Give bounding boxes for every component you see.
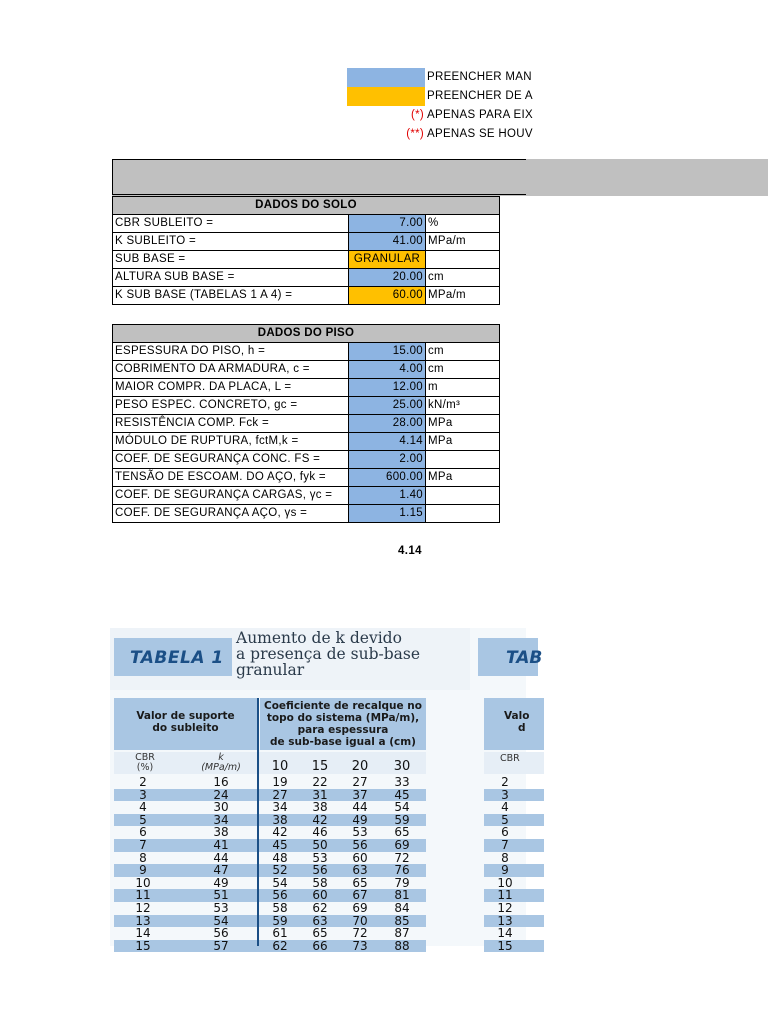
coef-seg-conc-unit	[426, 451, 500, 469]
scan-cell: 60	[312, 888, 328, 903]
scan-cell: 59	[394, 812, 410, 827]
scan-cell: 44	[352, 800, 368, 815]
altura-sub-base-unit: cm	[426, 269, 500, 287]
cbr-subleito-cell[interactable]: 7.00	[349, 215, 426, 233]
fyk-cell[interactable]: 600.00	[349, 469, 426, 487]
comprimento-placa-label: MAIOR COMPR. DA PLACA, L =	[113, 379, 349, 397]
scan-cell: 41	[213, 838, 229, 852]
table-row	[484, 839, 544, 852]
scan2-tab-text: TAB	[506, 648, 543, 668]
scan-cell: 58	[272, 901, 288, 915]
scan-cell: 56	[213, 926, 229, 941]
table-row	[114, 940, 426, 953]
espessura-piso-unit: cm	[426, 343, 500, 361]
altura-sub-base-label: ALTURA SUB BASE =	[113, 269, 349, 287]
legend-note-mark-2: (**)	[406, 128, 424, 140]
scan2-cell: 2	[501, 775, 509, 789]
scan-head-line: de sub-base igual a (cm)	[270, 736, 416, 748]
table-row	[113, 397, 500, 415]
scan-cell: 5	[139, 812, 147, 827]
scan-cell: 60	[352, 850, 368, 865]
scan-cell: 24	[213, 787, 229, 802]
scan-cell: 42	[272, 825, 288, 840]
scan-cell: 76	[394, 863, 410, 878]
scan-thickness-20: 20	[351, 759, 369, 774]
scan-cell: 50	[312, 838, 328, 852]
scan-cell: 54	[272, 875, 288, 890]
k-sub-base-label: K SUB BASE (TABELAS 1 A 4) =	[113, 287, 349, 305]
scan2-cell: 11	[497, 888, 513, 903]
table-row	[113, 233, 500, 251]
fyk-label: TENSÃO DE ESCOAM. DO AÇO, fyk =	[113, 469, 349, 487]
scan-cell: 48	[272, 850, 288, 865]
peso-especifico-label: PESO ESPEC. CONCRETO, gc =	[113, 397, 349, 415]
scan-cell: 38	[312, 800, 328, 815]
table-row	[113, 251, 500, 269]
legend-note-text-2: APENAS SE HOUV	[427, 128, 533, 140]
scan-cell: 79	[394, 875, 410, 890]
table-row	[113, 505, 500, 523]
scan-cell: 12	[135, 901, 151, 915]
scan-cell: 65	[394, 825, 410, 840]
scan-head-line: para espessura	[297, 724, 389, 736]
scan-cell: 47	[213, 863, 229, 878]
scan-description-line: a presença de sub-base	[236, 645, 421, 663]
scan2-cell: 3	[501, 787, 509, 802]
floor-data-header: DADOS DO PISO	[113, 325, 500, 343]
scan-head-line: Coeficiente de recalque no	[264, 700, 422, 712]
floor-data-table	[112, 324, 500, 523]
table-row	[484, 789, 544, 802]
comprimento-placa-cell[interactable]: 12.00	[349, 379, 426, 397]
table-row	[484, 877, 544, 890]
scan-cell: 38	[272, 812, 288, 827]
scan-cell: 56	[352, 838, 368, 852]
scan-cell: 22	[312, 775, 328, 789]
scan-cell: 13	[135, 913, 151, 928]
scan-head-left-text	[114, 710, 257, 734]
scan-cell: 59	[272, 913, 288, 928]
scan-cell: 72	[394, 850, 410, 865]
table-row	[113, 287, 500, 305]
cobrimento-label: COBRIMENTO DA ARMADURA, c =	[113, 361, 349, 379]
scan-cell: 57	[213, 938, 229, 953]
scan-cell: 49	[213, 875, 229, 890]
scan-cell: 44	[213, 850, 229, 865]
scan-sub-cbr	[120, 753, 170, 773]
table-row	[484, 889, 544, 902]
scan-cell: 61	[272, 926, 288, 941]
scan-cell: 45	[272, 838, 288, 852]
table-row	[113, 215, 500, 233]
scan-cell: 34	[213, 812, 229, 827]
table-row	[113, 415, 500, 433]
table-row	[484, 902, 544, 915]
sub-base-unit	[426, 251, 500, 269]
scan-cell: 27	[352, 775, 368, 789]
scan2-cell: 14	[497, 926, 513, 941]
scan-cell: 46	[312, 825, 328, 840]
sheet-title-bar-border	[112, 159, 526, 195]
scan-cell: 73	[352, 938, 368, 953]
scan-cell: 69	[352, 901, 368, 915]
scan-cell: 88	[394, 938, 410, 953]
table-row	[114, 814, 426, 827]
table-row	[113, 469, 500, 487]
scan2-sub-text: CBR	[500, 753, 520, 764]
table-row	[114, 776, 426, 789]
scan-cell: 31	[312, 787, 328, 802]
altura-sub-base-cell[interactable]: 20.00	[349, 269, 426, 287]
legend-note-text-1: APENAS PARA EIX	[427, 109, 533, 121]
scan-cell: 45	[394, 787, 410, 802]
scan2-cell: 10	[497, 875, 513, 890]
scan2-head-line: Valo	[504, 710, 530, 722]
scan-cell: 69	[394, 838, 410, 852]
scan2-cell: 9	[501, 863, 509, 878]
scan-cell: 16	[213, 775, 229, 789]
fck-label: RESISTÊNCIA COMP. Fck =	[113, 415, 349, 433]
table-row	[113, 451, 500, 469]
scan2-cell: 8	[501, 850, 509, 865]
scan-cell: 37	[352, 787, 368, 802]
table-row	[484, 915, 544, 928]
scan-thickness-30: 30	[393, 759, 411, 774]
legend-swatch-dropdown	[347, 87, 425, 106]
scan2-cell: 5	[501, 812, 509, 827]
scan-cell: 84	[394, 901, 410, 915]
scan-cell: 11	[135, 888, 151, 903]
scan2-cell: 6	[501, 825, 509, 840]
scan-cell: 8	[139, 850, 147, 865]
peso-especifico-unit: kN/m³	[426, 397, 500, 415]
espessura-piso-label: ESPESSURA DO PISO, h =	[113, 343, 349, 361]
scan-cell: 85	[394, 913, 410, 928]
scan-cell: 63	[352, 863, 368, 878]
scan-cell: 27	[272, 787, 288, 802]
scan-cell: 87	[394, 926, 410, 941]
scan-cell: 63	[312, 913, 328, 928]
scan-thickness-10: 10	[271, 759, 289, 774]
scan-sub-line: (%)	[136, 762, 154, 773]
scan2-cell: 4	[501, 800, 509, 815]
scan2-head-text	[504, 710, 529, 734]
scan-cell: 58	[312, 875, 328, 890]
table-row	[484, 940, 544, 953]
table-row	[113, 379, 500, 397]
scan-cell: 62	[312, 901, 328, 915]
scan-description	[236, 630, 420, 678]
scan-cell: 53	[352, 825, 368, 840]
table-row	[113, 433, 500, 451]
modulo-ruptura-label: MÓDULO DE RUPTURA, fctM,k =	[113, 433, 349, 451]
computed-result-cell[interactable]: 4.14	[398, 545, 422, 557]
scan-tab-text: TABELA 1	[130, 648, 224, 668]
scan2-cell: 15	[497, 938, 513, 953]
scan-sub-line: k	[218, 752, 224, 763]
scan-cell: 70	[352, 913, 368, 928]
scan-sub-line: CBR	[135, 752, 155, 763]
coef-seg-conc-cell[interactable]: 2.00	[349, 451, 426, 469]
soil-data-table	[112, 196, 500, 305]
scan-cell: 4	[139, 800, 147, 815]
scan-cell: 53	[213, 901, 229, 915]
table-row	[114, 927, 426, 940]
legend-note-mark-1: (*)	[410, 109, 424, 121]
k-subleito-unit: MPa/m	[426, 233, 500, 251]
espessura-piso-cell[interactable]: 15.00	[349, 343, 426, 361]
scan-cell: 81	[394, 888, 410, 903]
peso-especifico-cell[interactable]: 25.00	[349, 397, 426, 415]
scan-cell: 56	[272, 888, 288, 903]
table-row	[114, 826, 426, 839]
table-row	[484, 814, 544, 827]
scan-cell: 53	[312, 850, 328, 865]
table-row	[113, 269, 500, 287]
scan-cell: 9	[139, 863, 147, 878]
k-sub-base-cell[interactable]: 60.00	[349, 287, 426, 305]
table-row	[114, 852, 426, 865]
legend-manual-text: PREENCHER MAN	[427, 71, 532, 83]
scan-cell: 19	[272, 775, 288, 789]
scan-cell: 30	[213, 800, 229, 815]
table-row	[114, 864, 426, 877]
scan-head-right-text	[260, 700, 426, 748]
table-row	[114, 801, 426, 814]
table-row	[484, 927, 544, 940]
table-row	[113, 361, 500, 379]
modulo-ruptura-cell[interactable]: 4.14	[349, 433, 426, 451]
coef-seg-aco-cell[interactable]: 1.15	[349, 505, 426, 523]
scan-cell: 14	[135, 926, 151, 941]
fyk-unit: MPa	[426, 469, 500, 487]
scan-cell: 66	[312, 938, 328, 953]
table-row	[484, 776, 544, 789]
scan-cell: 6	[139, 825, 147, 840]
scan-cell: 49	[352, 812, 368, 827]
scan-description-line: granular	[236, 661, 305, 679]
scan-cell: 15	[135, 938, 151, 953]
scan2-cell: 13	[497, 913, 513, 928]
table-row	[484, 864, 544, 877]
scan-description-line: Aumento de k devido	[236, 629, 402, 647]
table-row	[114, 915, 426, 928]
scan-cell: 33	[394, 775, 410, 789]
scan-cell: 72	[352, 926, 368, 941]
table-2-image-partial	[470, 628, 543, 953]
scan-cell: 52	[272, 863, 288, 878]
scan-cell: 38	[213, 825, 229, 840]
scan-head-line: do subleito	[152, 722, 219, 734]
k-subleito-label: K SUBLEITO =	[113, 233, 349, 251]
table-row	[484, 826, 544, 839]
table-1-image	[110, 628, 526, 953]
coef-seg-cargas-unit	[426, 487, 500, 505]
scan-cell: 67	[352, 888, 368, 903]
scan-cell: 34	[272, 800, 288, 815]
table-row	[484, 852, 544, 865]
sub-base-label: SUB BASE =	[113, 251, 349, 269]
cbr-subleito-unit: %	[426, 215, 500, 233]
coef-seg-cargas-label: COEF. DE SEGURANÇA CARGAS, γc =	[113, 487, 349, 505]
table-row	[484, 801, 544, 814]
modulo-ruptura-unit: MPa	[426, 433, 500, 451]
fck-cell[interactable]: 28.00	[349, 415, 426, 433]
coef-seg-cargas-cell[interactable]: 1.40	[349, 487, 426, 505]
scan-cell: 54	[213, 913, 229, 928]
scan-cell: 42	[312, 812, 328, 827]
scan2-cell: 7	[501, 838, 509, 852]
coef-seg-aco-label: COEF. DE SEGURANÇA AÇO, γs =	[113, 505, 349, 523]
scan-cell: 2	[139, 775, 147, 789]
cbr-subleito-label: CBR SUBLEITO =	[113, 215, 349, 233]
legend-swatch-manual	[347, 68, 425, 87]
table-row	[114, 889, 426, 902]
scan2-head-line: d	[518, 722, 526, 734]
scan2-cell: 12	[497, 901, 513, 915]
scan-divider	[257, 698, 259, 946]
scan-cell: 54	[394, 800, 410, 815]
scan-cell: 7	[139, 838, 147, 852]
cobrimento-cell[interactable]: 4.00	[349, 361, 426, 379]
scan-cell: 62	[272, 938, 288, 953]
sub-base-dropdown-cell[interactable]: GRANULAR	[349, 251, 426, 269]
fck-unit: MPa	[426, 415, 500, 433]
scan-head-line: Valor de suporte	[136, 710, 235, 722]
coef-seg-aco-unit	[426, 505, 500, 523]
scan-thickness-15: 15	[311, 759, 329, 774]
scan-cell: 65	[312, 926, 328, 941]
comprimento-placa-unit: m	[426, 379, 500, 397]
scan-cell: 51	[213, 888, 229, 903]
table-row	[114, 839, 426, 852]
coef-seg-conc-label: COEF. DE SEGURANÇA CONC. FS =	[113, 451, 349, 469]
scan-sub-line: (MPa/m)	[201, 762, 241, 773]
cobrimento-unit: cm	[426, 361, 500, 379]
table-row	[114, 789, 426, 802]
legend-dropdown-text: PREENCHER DE A	[427, 90, 533, 102]
scan-cell: 65	[352, 875, 368, 890]
table-row	[113, 487, 500, 505]
scan-cell: 10	[135, 875, 151, 890]
scan-cell: 56	[312, 863, 328, 878]
table-row	[113, 343, 500, 361]
scan-sub-k	[188, 753, 254, 773]
scan-head-line: topo do sistema (MPa/m),	[266, 712, 420, 724]
table-row	[114, 877, 426, 890]
scan-cell: 3	[139, 787, 147, 802]
soil-data-header: DADOS DO SOLO	[113, 197, 500, 215]
table-row	[114, 902, 426, 915]
k-sub-base-unit: MPa/m	[426, 287, 500, 305]
k-subleito-cell[interactable]: 41.00	[349, 233, 426, 251]
